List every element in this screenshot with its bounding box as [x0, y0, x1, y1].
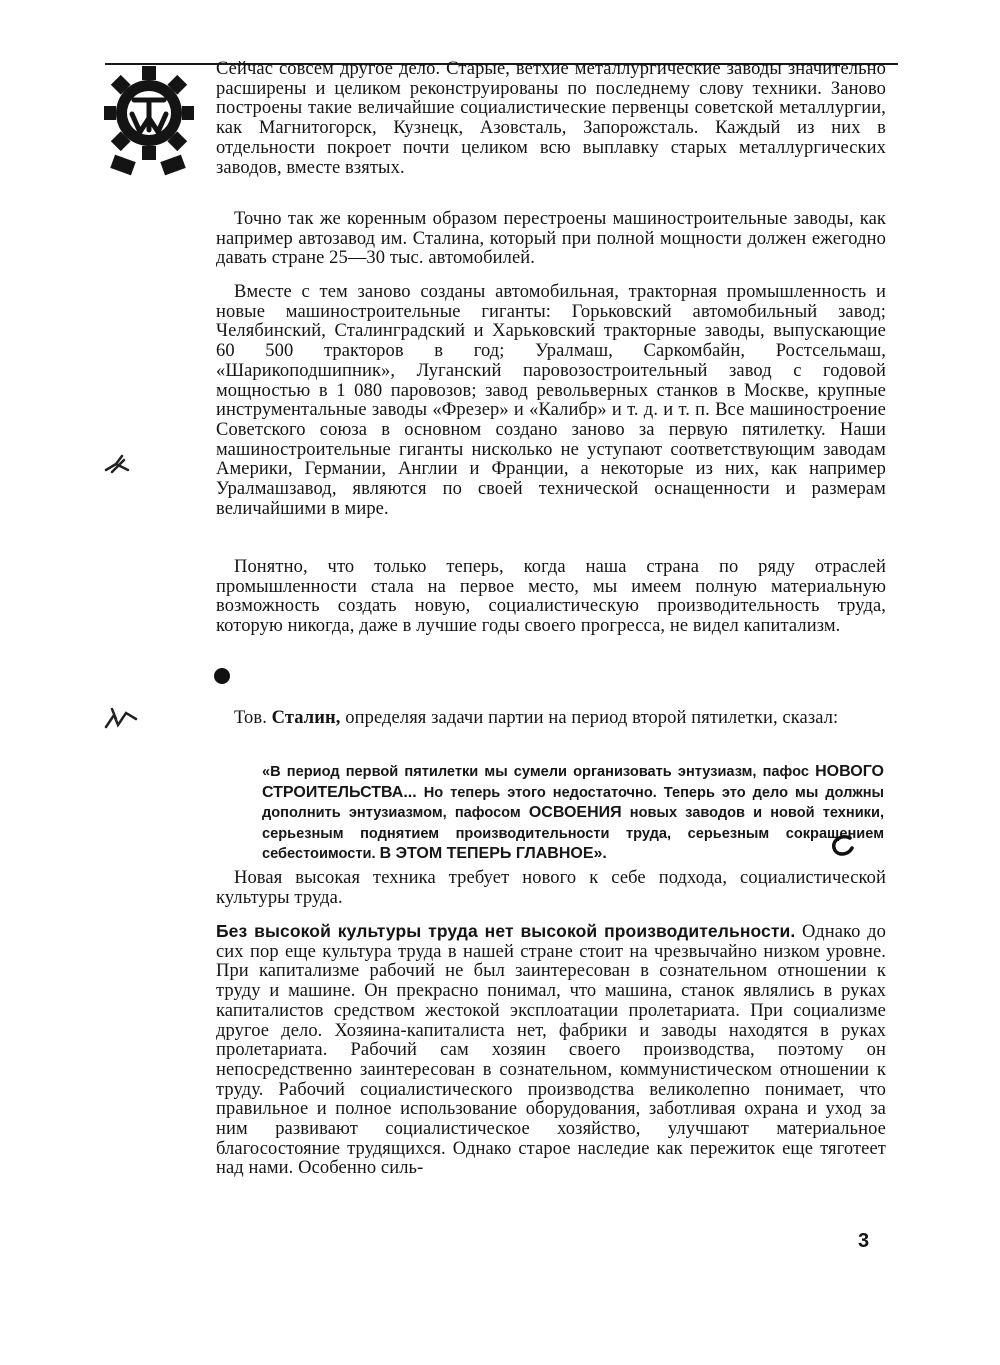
squiggle-mark-icon	[828, 832, 856, 860]
quote-part-3: новых заводов и новой техники, серьезным поднятием производительности труда, серьезным сокращением себестоимости.	[262, 805, 885, 862]
paragraph-7-lead: Без высокой культуры труда нет высокой производительности.	[216, 921, 796, 941]
quote-part-1: «В период первой пятилетки мы сумели организовать энтузиазм, пафос	[262, 764, 809, 780]
paragraph-7-text: Однако до сих пор еще культура труда в нашей стране стоит на чрезвычайно низком уровне. При капитализме рабочий не был заинтересован в сознательном отношении к труду и машине. Он прекрасно понимал, что машина, станок являлись в руках капиталистов средством жестокой эксплоатации пролетариата. При социализме другое дело. Хозяина-капиталиста нет, фабрики и заводы находятся в руках пролетариата. Рабочий сам хозяин своего производства, поэтому он непосредственно заинтересован в сознательном, коммунистическом отношении к труду. Рабочий социалистического производства великолепно понимает, что правильное и полное использование оборудования, заботливая охрана и уход за ним развивают социалистическое хозяйство, улучшают материальное благосостояние трудящихся. Однако старое наследие как пережиток еще тяготеет над нами. Особенно силь-	[216, 922, 886, 1179]
paragraph-5-text: определяя задачи партии на период второй пятилетки, сказал:	[345, 708, 839, 728]
author-name: Сталин,	[271, 708, 341, 728]
paragraph-3: Вместе с тем заново созданы автомобильная, тракторная промышленность и новые машиностроительные гиганты: Горьковский автомобильный завод; Челябинский, Сталинградский и Харьковский тракторные заводы, выпускающие 60 500 тракторов в год; Уралмаш, Саркомбайн, Ростсельмаш, «Шарикоподшипник», Луганский паровозостроительный завод с годовой мощностью в 1 080 паровозов; завод револьверных станков в Москве, крупные инструментальные заводы «Фрезер» и «Калибр» и т. д. и т. п. Все машиностроение Советского союза в основном создано заново за первую пятилетку. Наши машиностроительные гиганты нисколько не уступают соответствующим заводам Америки, Германии, Англии и Франции, а некоторые из них, как например Уралмашзавод, являются по своей технической оснащенности и размерам величайшими в мире.	[216, 283, 886, 519]
gear-logo-icon	[104, 58, 194, 180]
bullet-dot	[214, 668, 230, 684]
paragraph-7	[216, 922, 886, 1179]
margin-mark-icon	[102, 452, 132, 478]
paragraph-1: Сейчас совсем другое дело. Старые, ветхие металлургические заводы значительно расширены и целиком реконструированы по последнему слову техники. Заново построены такие величайшие социалистические первенцы советской металлургии, как Магнитогорск, Кузнецк, Азовсталь, Запорожсталь. Каждый из них в отдельности покроет почти целиком всю выплавку старых металлургических заводов, вместе взятых.	[216, 59, 886, 178]
title-prefix: Тов.	[234, 708, 267, 728]
quote-caps-3: В ЭТОМ ТЕПЕРЬ ГЛАВНОЕ».	[379, 845, 607, 862]
paragraph-4: Понятно, что только теперь, когда наша страна по ряду отраслей промышленности стала на первое место, мы имеем полную материальную возможность создать новую, социалистическую производительность труда, которую никогда, даже в лучшие годы своего прогресса, не видел капитализм.	[216, 557, 886, 637]
paragraph-5	[216, 709, 886, 729]
quote-part-2: Но теперь этого недостаточно. Теперь это дело мы должны дополнить энтузиазмом, пафосом	[262, 784, 884, 821]
stalin-quote	[262, 762, 884, 865]
quote-caps-1: НОВОГО СТРОИТЕЛЬСТВА...	[262, 763, 884, 801]
margin-mark-icon	[100, 705, 140, 733]
page-number: 3	[858, 1230, 870, 1252]
paragraph-2: Точно так же коренным образом перестроены машиностроительные заводы, как например автозавод им. Сталина, который при полной мощности должен ежегодно давать стране 25—30 тыс. автомобилей.	[216, 209, 886, 269]
quote-caps-2: ОСВОЕНИЯ	[528, 804, 622, 821]
paragraph-6: Новая высокая техника требует нового к себе подхода, социалистической культуры труда.	[216, 868, 886, 908]
